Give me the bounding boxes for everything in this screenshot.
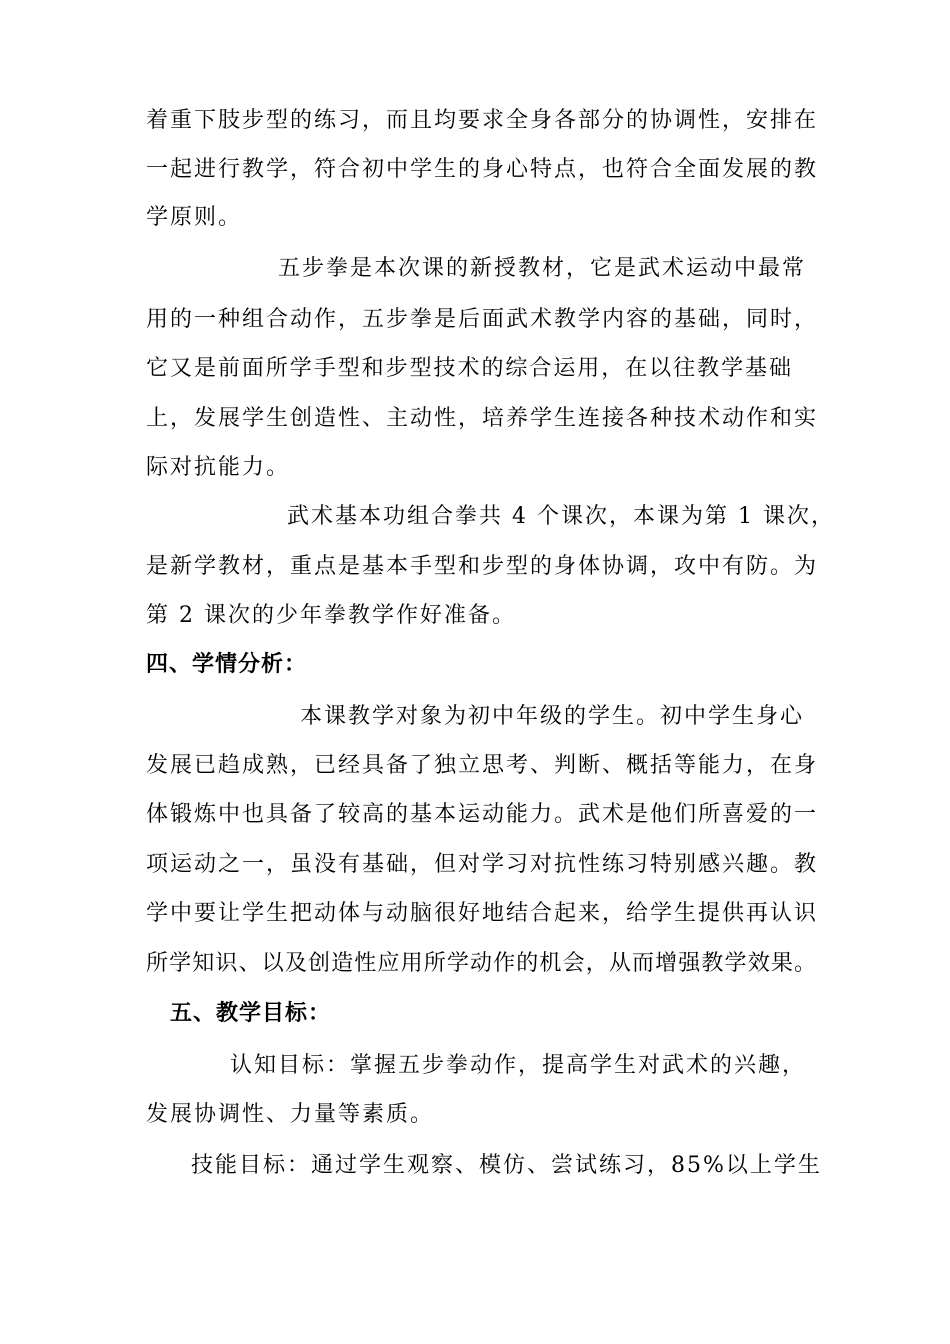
section-4-line-5: 学中要让学生把动体与动脑很好地结合起来，给学生提供再认识 [146, 901, 816, 926]
cognitive-objective-line-1: 认知目标：掌握五步拳动作，提高学生对武术的兴趣， [230, 1053, 807, 1078]
cognitive-objective-line-2: 发展协调性、力量等素质。 [146, 1102, 435, 1127]
paragraph-2-line-5: 际对抗能力。 [146, 455, 291, 480]
section-4-line-4: 项运动之一，虽没有基础，但对学习对抗性练习特别感兴趣。教 [146, 852, 816, 877]
paragraph-3-line-3: 第 2 课次的少年拳教学作好准备。 [146, 603, 516, 628]
paragraph-1-line-3: 学原则。 [146, 205, 243, 230]
paragraph-2-line-3: 它又是前面所学手型和步型技术的综合运用，在以往教学基础 [146, 356, 791, 381]
paragraph-1-line-2: 一起进行教学，符合初中学生的身心特点，也符合全面发展的教 [146, 157, 816, 182]
paragraph-2-line-2: 用的一种组合动作，五步拳是后面武术教学内容的基础，同时， [146, 307, 816, 332]
section-4-line-3: 体锻炼中也具备了较高的基本运动能力。武术是他们所喜爱的一 [146, 802, 816, 827]
section-4-line-1: 本课教学对象为初中年级的学生。初中学生身心 [300, 704, 805, 729]
paragraph-2-line-1: 五步拳是本次课的新授教材，它是武术运动中最常 [278, 256, 807, 281]
paragraph-3-line-1: 武术基本功组合拳共 4 个课次，本课为第 1 课次， [287, 504, 835, 529]
section-4-heading: 四、学情分析： [146, 652, 308, 677]
section-4-line-2: 发展已趋成熟，已经具备了独立思考、判断、概括等能力，在身 [146, 753, 816, 778]
paragraph-3-line-2: 是新学教材，重点是基本手型和步型的身体协调，攻中有防。为 [146, 554, 816, 579]
section-4-line-6: 所学知识、以及创造性应用所学动作的机会，从而增强教学效果。 [146, 951, 816, 976]
section-5-heading: 五、教学目标： [170, 1001, 332, 1026]
paragraph-2-line-4: 上，发展学生创造性、主动性，培养学生连接各种技术动作和实 [146, 406, 816, 431]
skill-objective-line-1: 技能目标：通过学生观察、模仿、尝试练习，85%以上学生 [191, 1153, 822, 1178]
paragraph-1-line-1: 着重下肢步型的练习，而且均要求全身各部分的协调性，安排在 [146, 108, 816, 133]
